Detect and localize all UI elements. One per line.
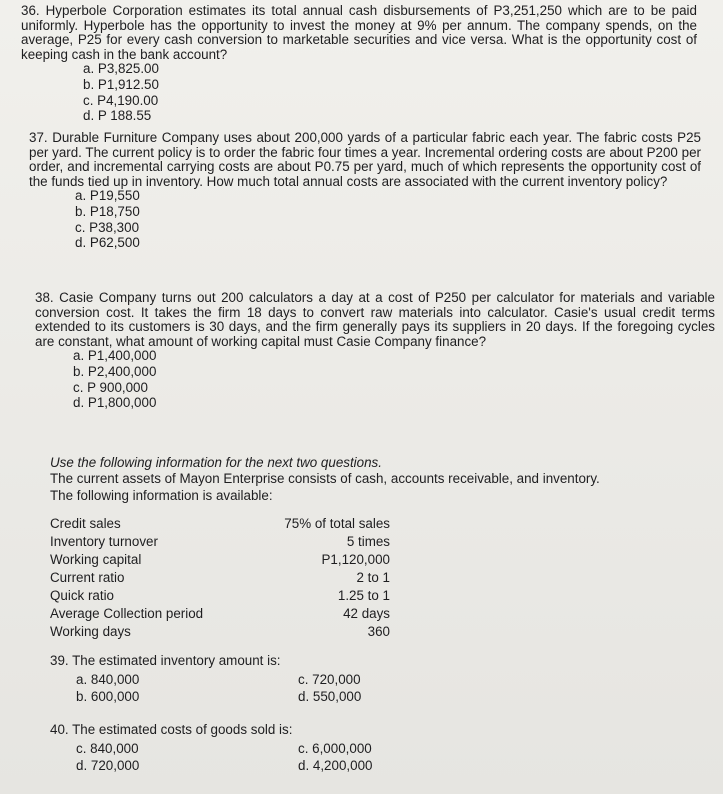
question-36-stem [21,4,697,62]
option: c. 840,000 [76,741,139,756]
question-39-options-right [298,671,361,705]
question-39-stem [50,654,450,669]
info-row [50,551,390,569]
question-40 [50,723,450,738]
question-36-options [83,62,697,124]
question-38-options [73,349,715,411]
info-label: Working days [50,624,131,639]
option: b. P2,400,000 [73,363,157,379]
option: c. 720,000 [298,672,361,687]
instructions-line-2: The following information is available: [50,487,273,503]
option: b. 600,000 [76,689,140,704]
info-row [50,605,390,623]
info-label: Inventory turnover [50,534,158,549]
question-39-text: The estimated inventory amount is: [72,653,281,668]
info-label: Working capital [50,552,142,567]
question-39-number: 39. [50,653,69,668]
info-row [50,515,390,533]
question-37 [29,131,701,252]
info-value: 75% of total sales [284,516,390,531]
option: a. P19,550 [75,188,140,204]
option: a. P1,400,000 [73,348,157,364]
question-37-number: 37. [29,130,48,145]
instructions-intro: Use the following information for the next two questions. [50,455,382,470]
question-38-stem [35,291,715,349]
question-37-text: Durable Furniture Company uses about 200,000 yards of a particular fabric each year. The fabric costs P25 per yard. The current policy is to order the fabric four times a year. Incremental ordering costs are about P200 per order, and incremental carrying costs are about P0.75 per yard, much of which represents the opportunity cost of the funds tied up in inventory. How much total annual costs are associated with the current inventory policy? [29,130,701,189]
option: a. P3,825.00 [83,61,159,77]
option: c. 6,000,000 [298,741,372,756]
question-39 [50,654,450,669]
info-label: Average Collection period [50,606,204,621]
option: d. 4,200,000 [298,758,373,773]
question-36-number: 36. [21,3,40,18]
question-40-options-left [76,740,139,774]
info-label: Current ratio [50,570,125,585]
option: d. P 188.55 [83,108,152,124]
option: b. P1,912.50 [83,76,159,92]
option: d. P1,800,000 [73,395,157,411]
info-row [50,569,390,587]
question-40-options-right [298,740,372,774]
option: c. P38,300 [75,219,140,235]
option: c. P 900,000 [73,379,148,395]
option: d. 720,000 [76,758,140,773]
info-row [50,587,390,605]
option: d. P62,500 [75,235,140,251]
info-value: 360 [367,624,390,639]
info-value: 42 days [343,606,390,621]
info-label: Credit sales [50,516,121,531]
info-row [50,623,390,641]
question-37-options [75,189,701,251]
question-36 [21,4,697,125]
option: c. P4,190.00 [83,92,159,108]
option: b. P18,750 [75,203,140,219]
info-value: 1.25 to 1 [337,588,390,603]
question-40-text: The estimated costs of goods sold is: [72,722,293,737]
question-39-options-left [76,671,139,705]
info-value: 2 to 1 [356,570,390,585]
question-37-stem [29,131,701,189]
info-table [50,515,390,641]
info-row [50,533,390,551]
instructions-block [50,455,710,504]
option: d. 550,000 [298,689,362,704]
question-40-stem [50,723,450,738]
info-label: Quick ratio [50,588,114,603]
question-40-number: 40. [50,722,69,737]
question-36-text: Hyperbole Corporation estimates its total annual cash disbursements of P3,251,250 which are to be paid uniformly. Hyperbole has the opportunity to invest the money at 9% per annum. The company spends, on the average, P25 for every cash conversion to marketable securities and vice versa. What is the opportunity cost of keeping cash in the bank account? [21,3,697,62]
instructions-line-1: The current assets of Mayon Enterprise consists of cash, accounts receivable, and inventory. [50,471,600,487]
info-value: 5 times [346,534,390,549]
question-38 [35,291,715,412]
option: a. 840,000 [76,672,140,687]
question-38-text: Casie Company turns out 200 calculators a day at a cost of P250 per calculator for materials and variable conversion cost. It takes the firm 18 days to convert raw materials into calculator. Casie's usual credit terms extended to its customers is 30 days, and the firm generally pays its suppliers in 20 days. If the foregoing cycles are constant, what amount of working capital must Casie Company finance? [35,290,715,349]
question-38-number: 38. [35,290,54,305]
info-value: P1,120,000 [321,552,390,567]
